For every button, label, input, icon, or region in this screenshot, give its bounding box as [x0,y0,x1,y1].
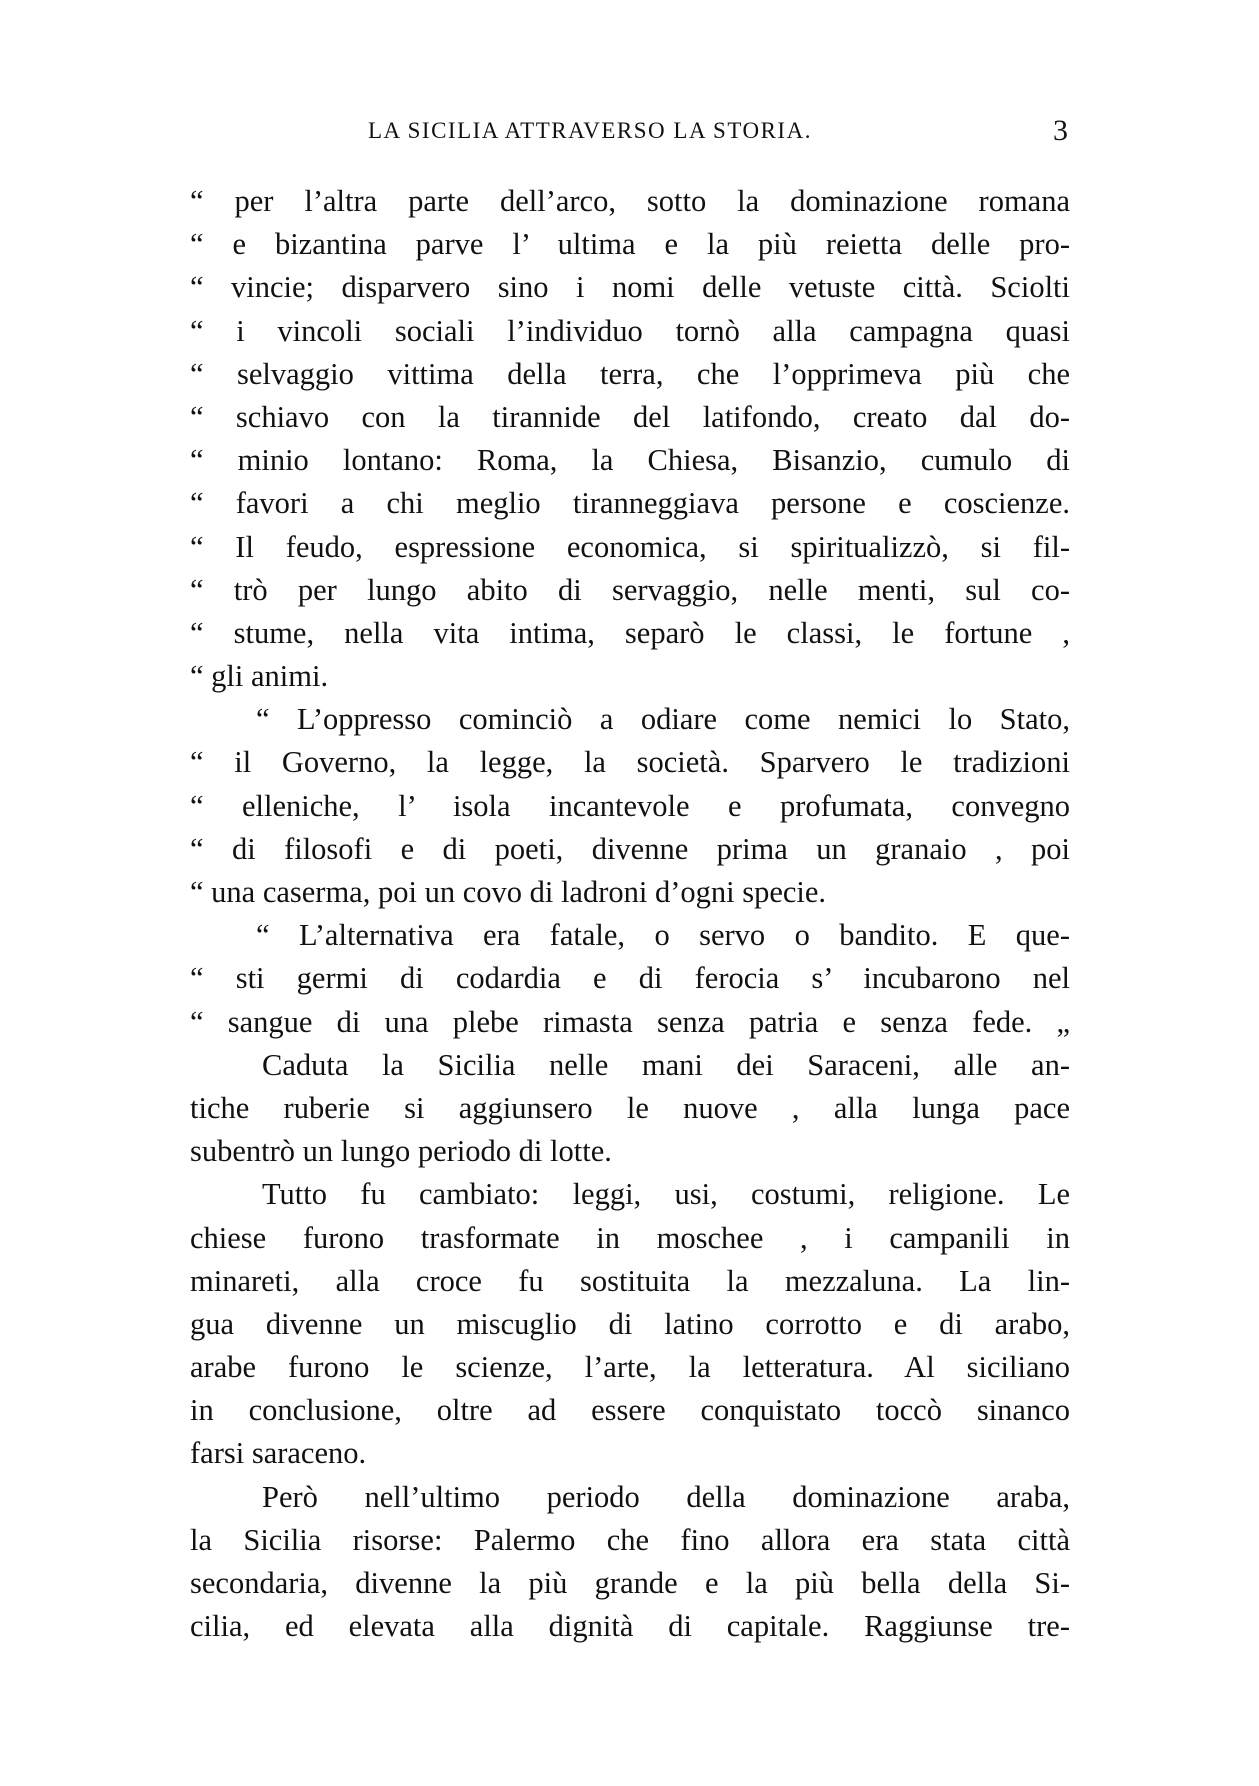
text-line: “ schiavo con la tirannide del latifondo, creato dal do- [190,399,1070,434]
text-line: “ L’oppresso cominciò a odiare come nemici lo Stato, [256,702,1070,737]
text-line: “ gli animi. [190,659,329,694]
text-line: farsi saraceno. [190,1436,367,1471]
text-line: “ minio lontano: Roma, la Chiesa, Bisanzio, cumulo di [190,443,1070,478]
text-line: “ L’alternativa era fatale, o servo o bandito. E que- [256,918,1070,953]
text-line: “ e bizantina parve l’ ultima e la più reietta delle pro- [190,227,1070,262]
text-line: “ una caserma, poi un covo di ladroni d’ogni specie. [190,875,827,909]
page-number: 3 [1053,114,1068,147]
text-line: in conclusione, oltre ad essere conquistato toccò sinanco [190,1393,1070,1428]
text-line: “ selvaggio vittima della terra, che l’opprimeva più che [190,356,1070,391]
text-line: cilia, ed elevata alla dignità di capitale. Raggiunse tre- [190,1609,1070,1644]
text-line: “ Il feudo, espressione economica, si spiritualizzò, si fil- [190,529,1070,564]
text-line: minareti, alla croce fu sostituita la mezzaluna. La lin- [190,1263,1070,1298]
text-line: “ i vincoli sociali l’individuo tornò alla campagna quasi [190,313,1070,348]
text-line: “ stume, nella vita intima, separò le classi, le fortune , [190,615,1070,650]
text-line: secondaria, divenne la più grande e la più bella della Si- [190,1566,1070,1600]
text-line: “ elleniche, l’ isola incantevole e profumata, convegno [190,788,1070,823]
text-line: Però nell’ultimo periodo della dominazione araba, [262,1479,1070,1514]
text-line: arabe furono le scienze, l’arte, la letteratura. Al siciliano [190,1350,1070,1385]
text-line: “ per l’altra parte dell’arco, sotto la dominazione romana [190,184,1070,218]
text-line: “ di filosofi e di poeti, divenne prima un granaio , poi [190,831,1070,866]
text-line: “ favori a chi meglio tiranneggiava persone e coscienze. [190,486,1070,521]
text-line: gua divenne un miscuglio di latino corrotto e di arabo, [190,1306,1070,1341]
text-line: Caduta la Sicilia nelle mani dei Saraceni, alle an- [262,1047,1070,1082]
running-title: LA SICILIA ATTRAVERSO LA STORIA. [368,118,812,143]
text-line: “ trò per lungo abito di servaggio, nelle menti, sul co- [190,572,1070,607]
text-line: tiche ruberie si aggiunsero le nuove , alla lunga pace [190,1090,1070,1125]
text-line: la Sicilia risorse: Palermo che fino allora era stata città [190,1522,1070,1557]
running-head [190,114,1070,152]
text-line: “ il Governo, la legge, la società. Sparvero le tradizioni [190,745,1070,780]
text-line: “ sangue di una plebe rimasta senza patria e senza fede. „ [190,1004,1070,1039]
text-line: chiese furono trasformate in moschee , i campanili in [190,1220,1070,1255]
text-line: “ sti germi di codardia e di ferocia s’ incubarono nel [190,961,1070,996]
body-text [190,180,1070,1648]
text-line: subentrò un lungo periodo di lotte. [190,1134,612,1169]
text-line: “ vincie; disparvero sino i nomi delle vetuste città. Sciolti [190,270,1070,305]
text-line: Tutto fu cambiato: leggi, usi, costumi, religione. Le [262,1177,1070,1212]
